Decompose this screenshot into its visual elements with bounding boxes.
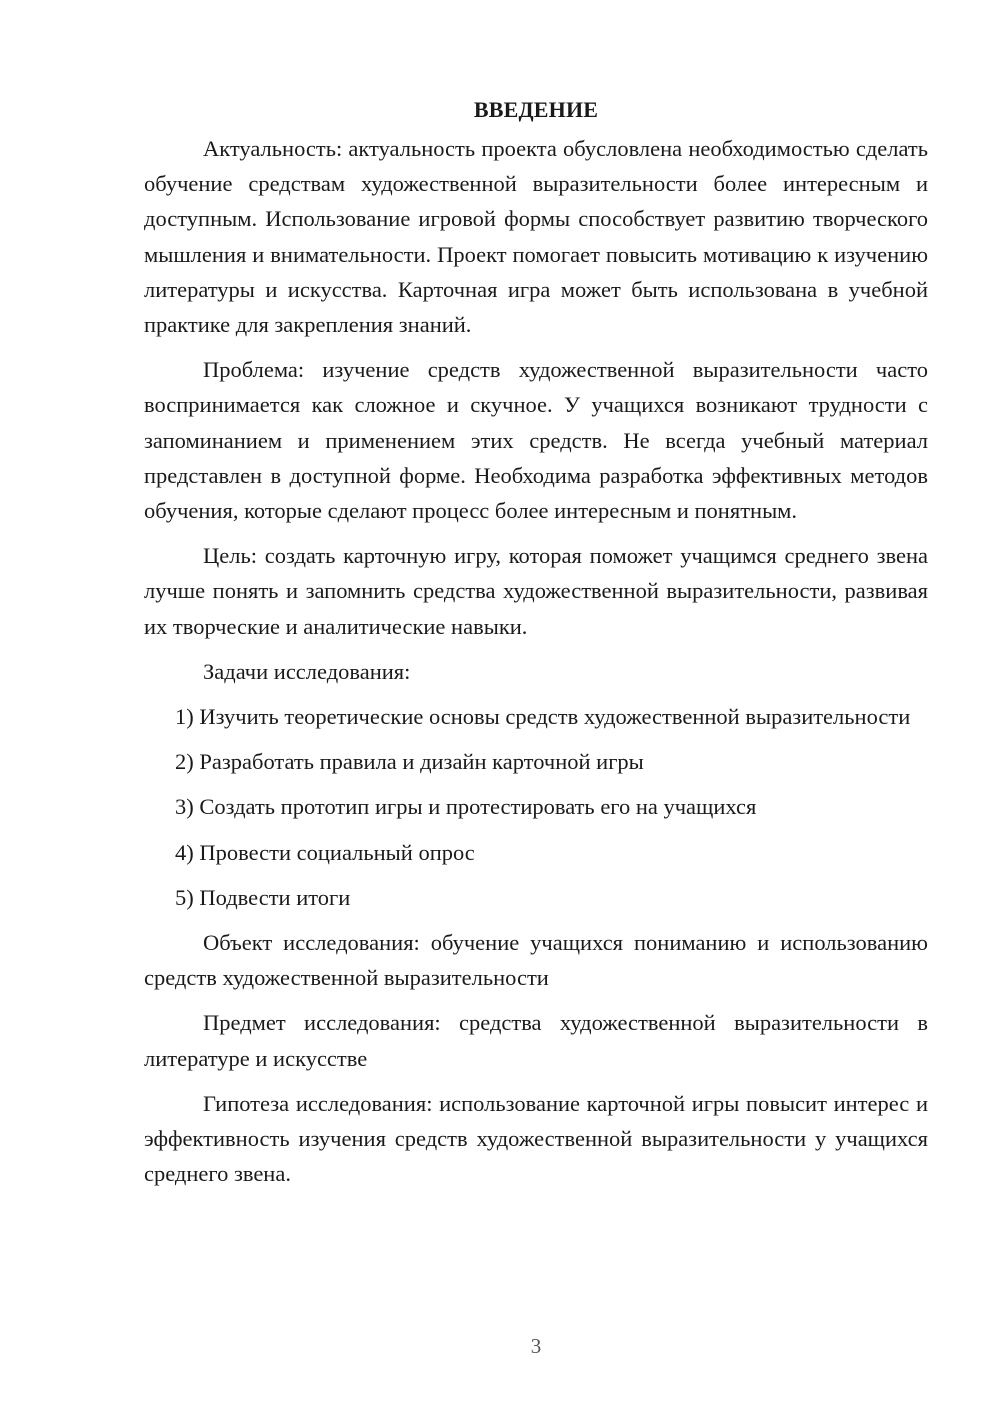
task-item-2: 2) Разработать правила и дизайн карточной игры [175, 749, 644, 775]
task-item-1: 1) Изучить теоретические основы средств художественной выразительности [175, 704, 911, 730]
task-item-3: 3) Создать прототип игры и протестировать его на учащихся [175, 794, 757, 820]
relevance-paragraph: Актуальность: актуальность проекта обусловлена необходимостью сделать обучение средствам художественной выразительности более интересным и доступным. Использование игровой формы способствует развитию творческого мышления и внимательности. Проект помогает повысить мотивацию к изучению литературы и искусства. Карточная игра может быть использована в учебной практике для закрепления знаний. [144, 136, 928, 338]
subject-paragraph: Предмет исследования: средства художественной выразительности в литературе и искусстве [144, 1010, 928, 1071]
problem-paragraph: Проблема: изучение средств художественной выразительности часто воспринимается как сложное и скучное. У учащихся возникают трудности с запоминанием и применением этих средств. Не всегда учебный материал представлен в доступной форме. Необходима разработка эффективных методов обучения, которые сделают процесс более интересным и понятным. [144, 357, 928, 524]
tasks-heading: Задачи исследования: [203, 658, 411, 684]
goal-paragraph: Цель: создать карточную игру, которая поможет учащимся среднего звена лучше понять и запомнить средства художественной выразительности, развивая их творческие и аналитические навыки. [144, 543, 928, 639]
task-item-4: 4) Провести социальный опрос [175, 839, 475, 865]
page-number: 3 [530, 1334, 542, 1358]
object-paragraph: Объект исследования: обучение учащихся пониманию и использованию средств художественной выразительности [144, 930, 928, 991]
hypothesis-paragraph: Гипотеза исследования: использование карточной игры повысит интерес и эффективность изучения средств художественной выразительности у учащихся среднего звена. [144, 1090, 928, 1187]
page-content [144, 90, 928, 1201]
page-title: ВВЕДЕНИЕ [473, 97, 599, 122]
task-item-5: 5) Подвести итоги [175, 884, 351, 910]
